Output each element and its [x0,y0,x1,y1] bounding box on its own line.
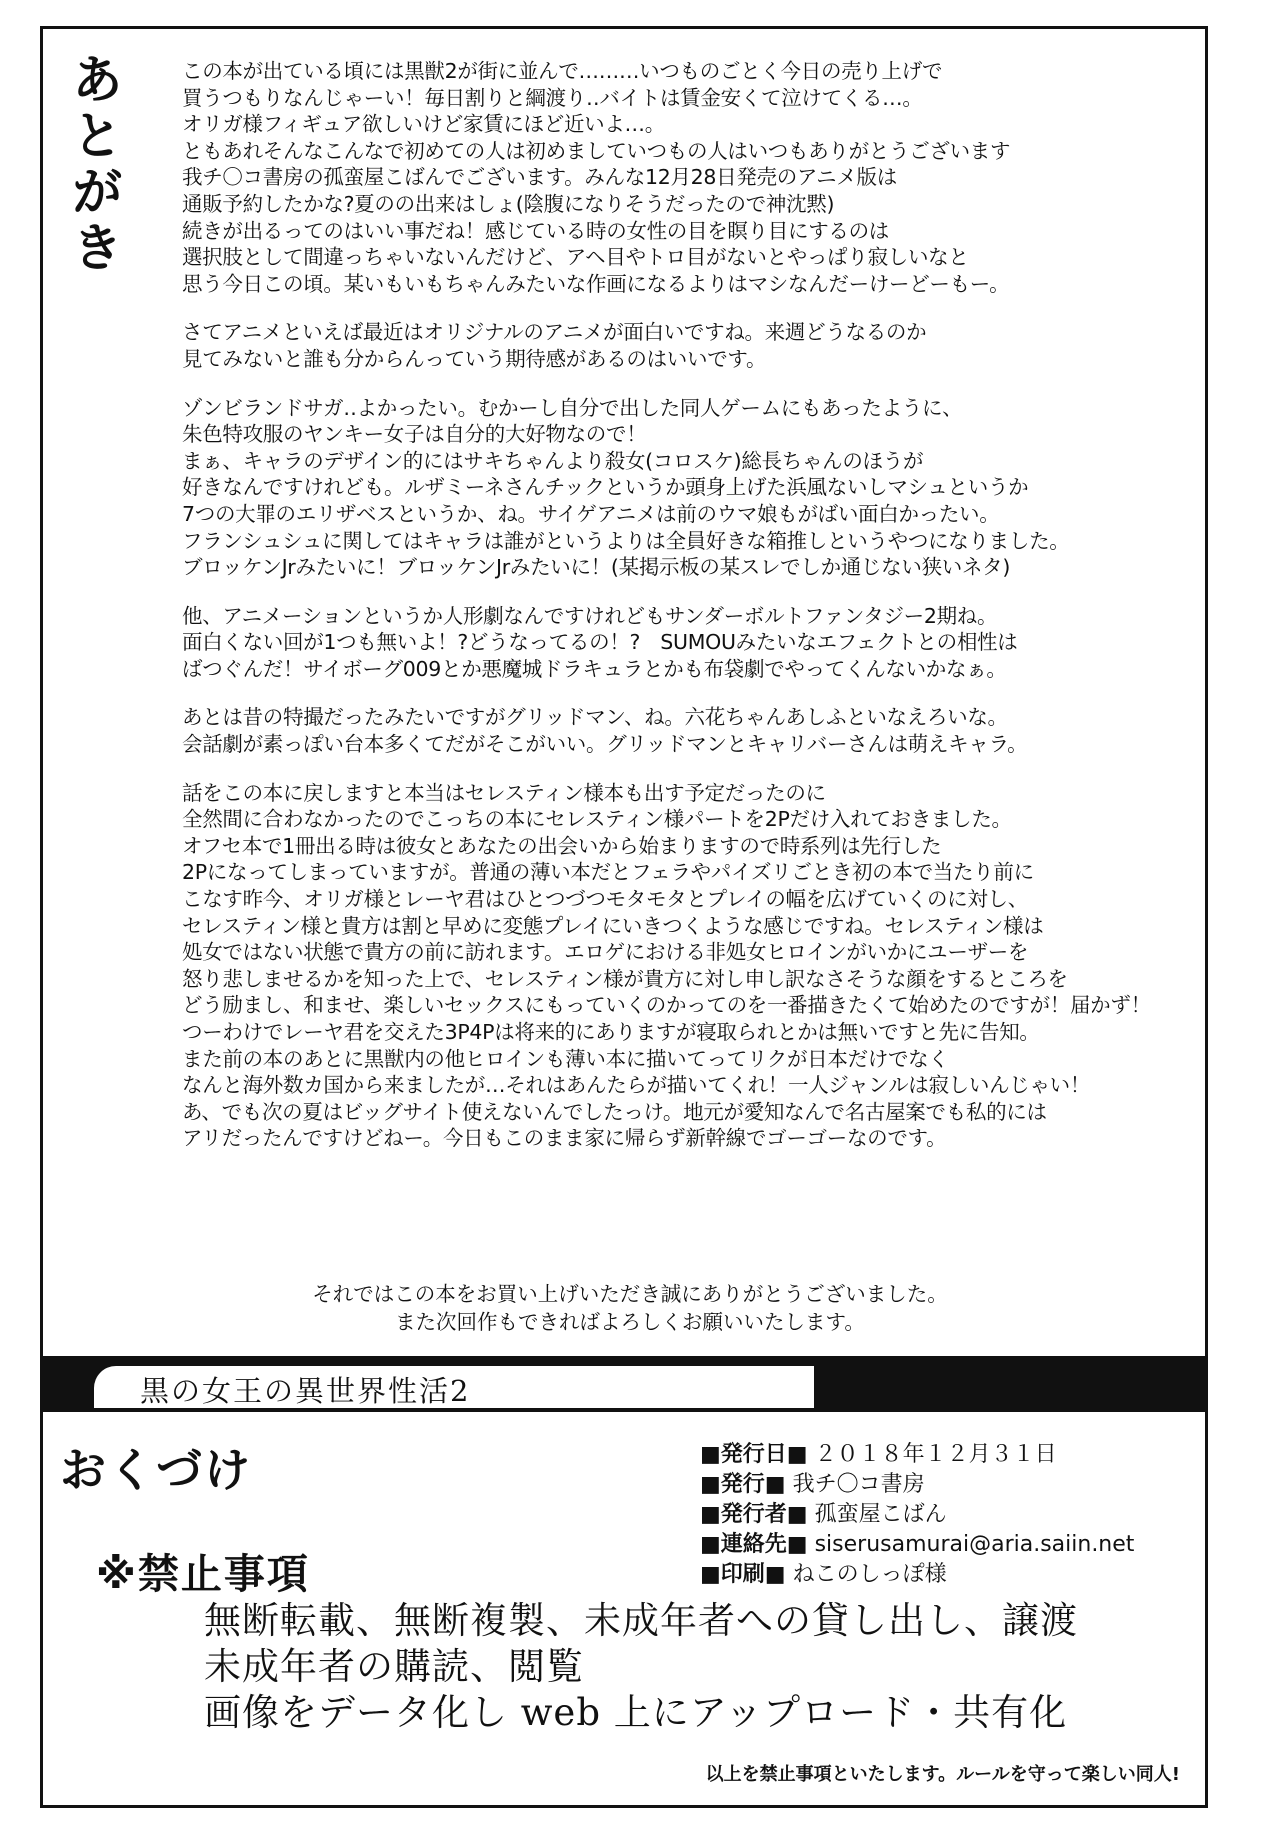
title-banner [40,1356,1208,1412]
text-line: 買うつもりなんじゃーい！毎日割りと綱渡り‥バイトは賃金安くて泣けてくる…。 [182,85,923,110]
text-line: また前の本のあとに黒獣内の他ヒロインも薄い本に描いてってリクが日本だけでなく [182,1046,949,1071]
pub-date-value: ２０１８年１２月３１日 [814,1442,1057,1467]
afterword-heading: あとがき [62,52,123,276]
pub-date-label: ■発行日■ [700,1442,808,1467]
afterword-paragraph-6 [182,780,1182,1152]
contact-label: ■連絡先■ [700,1532,808,1557]
publisher-value: 我チ〇コ書房 [792,1472,925,1497]
text-line: つーわけでレーヤ君を交えた3P4Pは将来的にありますが寝取られとかは無いですと先に告知。 [182,1020,1040,1044]
author-label: ■発行者■ [700,1502,808,1527]
afterword-paragraph-1 [182,58,1182,297]
text-line: 好きなんですけれども。ルザミーネさんチックというか頭身上げた浜風ないしマシュというか [182,475,1029,500]
publisher-row [700,1470,1180,1500]
contact-value: siserusamurai@aria.saiin.net [814,1532,1135,1557]
text-line: あとは昔の特撮だったみたいですがグリッドマン、ね。六花ちゃんあしふといなえろいな。 [182,705,1008,730]
afterword-paragraph-2 [182,319,1182,372]
text-line: 怒り悲しませるかを知った上で、セレスティン様が貴方に対し申し訳なさそうな顔をするところを [182,966,1068,991]
text-line: 話をこの本に戻しますと本当はセレスティン様本も出す予定だったのに [182,780,826,805]
prohibited-item: 未成年者の購読、閲覧 [204,1645,584,1688]
text-line: フランシュシュに関してはキャラは誰がというよりは全員好きな箱推しというやつになりました。 [182,528,1070,553]
text-line: オフセ本で1冊出る時は彼女とあなたの出会いから始まりますので時系列は先行した [182,833,942,858]
printer-row [700,1560,1180,1590]
colophon-heading: おくづけ [60,1443,252,1497]
printer-label: ■印刷■ [700,1562,786,1587]
contact-row [700,1530,1180,1560]
afterword-paragraph-3 [182,395,1182,581]
publisher-label: ■発行■ [700,1472,786,1497]
prohibited-item: 画像をデータ化し web 上にアップロード・共有化 [204,1691,1068,1734]
text-line: 我チ〇コ書房の孤蛮屋こばんでございます。みんな12月28日発売のアニメ版は [182,165,897,190]
text-line: この本が出ている頃には黒獣2が街に並んで………いつものごとく今日の売り上げで [182,59,943,83]
text-line: なんと海外数カ国から来ましたが…それはあんたらが描いてくれ！一人ジャンルは寂しいんじゃい！ [182,1073,1091,1098]
text-line: 面白くない回が1つも無いよ！?どうなってるの！? SUMOUみたいなエフェクトとの相性は [182,630,1018,655]
author-row [700,1500,1180,1530]
text-line: ばつぐんだ！サイボーグ009とか悪魔城ドラキュラとかも布袋劇でやってくんないかなぁ。 [182,656,1007,681]
closing-line: また次回作もできればよろしくお願いいたします。 [395,1310,865,1334]
text-line: 7つの大罪のエリザベスというか、ね。サイゲアニメは前のウマ娘もがばい面白かったい。 [182,501,1000,526]
text-line: さてアニメといえば最近はオリジナルのアニメが面白いですね。来週どうなるのか [182,320,927,345]
text-line: どう励まし、和ませ、楽しいセックスにもっていくのかってのを一番描きたくて始めたのですが！届かず！ [182,993,1151,1018]
text-line: 通販予約したかな?夏のの出来はしょ(陰腹になりそうだったので神沈黙) [182,191,835,216]
text-line: 会話劇が素っぽい台本多くてだがそこがいい。グリッドマンとキャリバーさんは萌えキャラ。 [182,732,1028,757]
printer-value: ねこのしっぽ様 [792,1562,947,1587]
prohibited-heading: ※禁止事項 [96,1550,310,1598]
text-line: 選択肢として間違っちゃいないんだけど、アヘ目やトロ目がないとやっぱり寂しいなと [182,245,969,270]
text-line: 思う今日この頃。某いもいもちゃんみたいな作画になるよりはマシなんだーけーどーもー。 [182,271,1010,296]
text-line: 2Pになってしまっていますが。普通の薄い本だとフェラやパイズリごとき初の本で当たり前に [182,860,1034,885]
text-line: あ、でも次の夏はビッグサイト使えないんでしたっけ。地元が愛知なんで名古屋案でも私的には [182,1099,1047,1124]
text-line: 朱色特攻服のヤンキー女子は自分的大好物なので！ [182,422,647,447]
book-title: 黒の女王の異世界性活2 [140,1374,471,1408]
pub-date-row [700,1440,1180,1470]
text-line: 続きが出るってのはいい事だね！感じている時の女性の目を瞑り目にするのは [182,218,889,243]
prohibited-list [204,1598,1164,1736]
afterword-body [182,58,1182,1174]
text-line: オリガ様フィギュア欲しいけど家賃にほど近いよ…。 [182,112,665,137]
text-line: こなす昨今、オリガ様とレーヤ君はひとつづつモタモタとプレイの幅を広げていくのに対し、 [182,887,1028,912]
text-line: アリだったんですけどねー。今日もこのまま家に帰らず新幹線でゴーゴーなのです。 [182,1126,947,1151]
text-line: ブロッケンJrみたいに！ブロッケンJrみたいに！(某掲示板の某スレでしか通じない狭いネタ) [182,555,1011,580]
text-line: 見てみないと誰も分からんっていう期待感があるのはいいです。 [182,346,767,371]
footer-note: 以上を禁止事項といたします。ルールを守って楽しい同人! [705,1764,1180,1785]
title-box [94,1366,814,1408]
prohibited-item: 無断転載、無断複製、未成年者への貸し出し、譲渡 [204,1599,1078,1642]
text-line: 全然間に合わなかったのでこっちの本にセレスティン様パートを2Pだけ入れておきました。 [182,807,1012,832]
text-line: ゾンビランドサガ‥よかったい。むかーし自分で出した同人ゲームにもあったように、 [182,395,963,420]
text-line: まぁ、キャラのデザイン的にはサキちゃんより殺女(コロスケ)総長ちゃんのほうが [182,448,924,473]
text-line: ともあれそんなこんなで初めての人は初めましていつもの人はいつもありがとうございます [182,138,1011,163]
text-line: セレスティン様と貴方は割と早めに変態プレイにいきつくような感じですね。セレスティン様は [182,913,1044,938]
closing-message [250,1280,1010,1336]
text-line: 他、アニメーションというか人形劇なんですけれどもサンダーボルトファンタジー2期ね。 [182,603,998,628]
publication-info [700,1440,1180,1590]
afterword-paragraph-5 [182,704,1182,757]
afterword-paragraph-4 [182,603,1182,683]
closing-line: それではこの本をお買い上げいただき誠にありがとうございました。 [312,1282,948,1306]
author-value: 孤蛮屋こばん [814,1502,947,1527]
text-line: 処女ではない状態で貴方の前に訪れます。エロゲにおける非処女ヒロインがいかにユーザーを [182,940,1029,965]
